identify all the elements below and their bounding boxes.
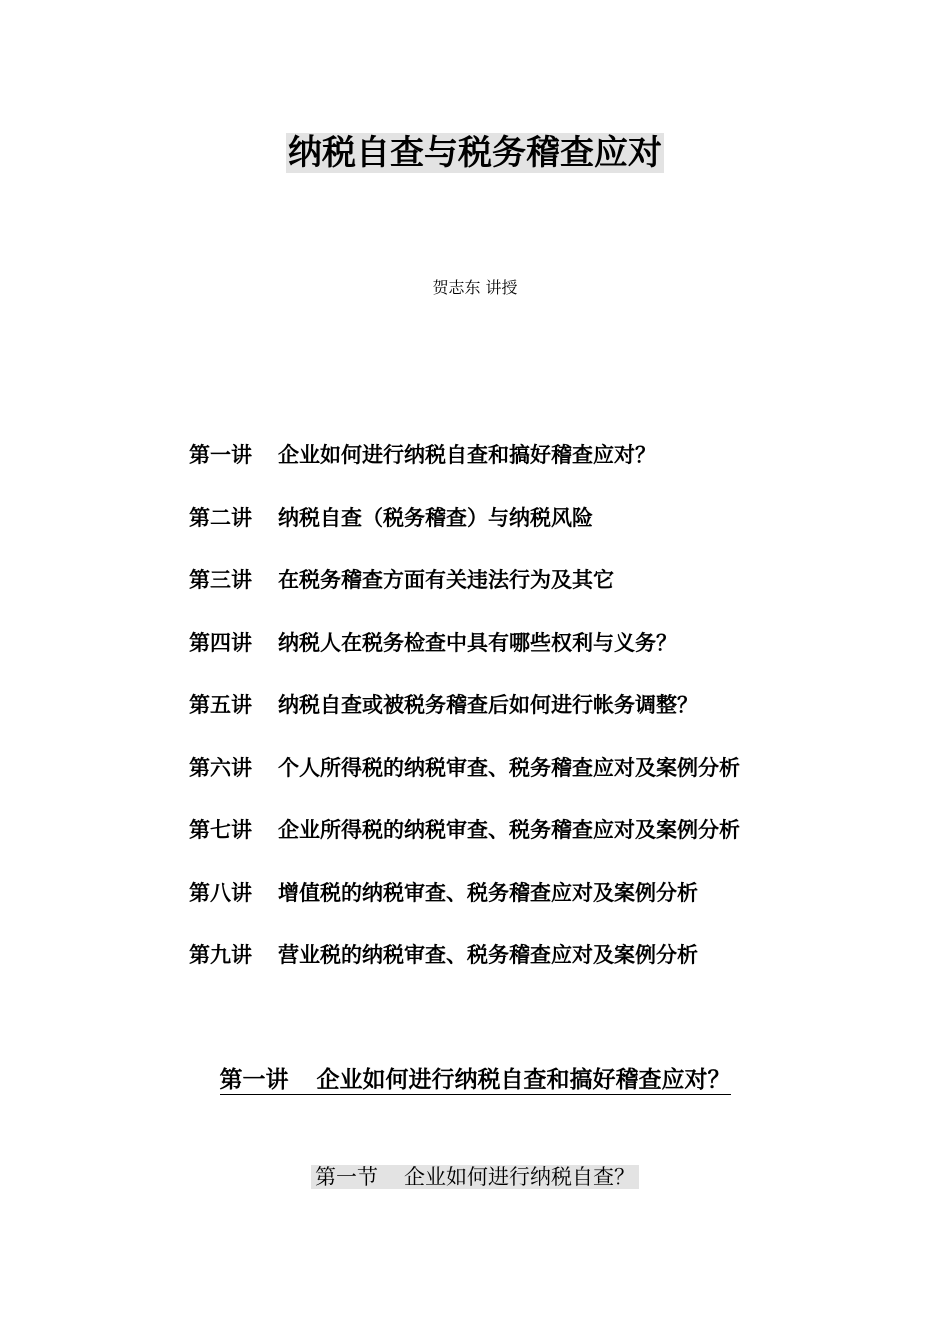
toc-item-number: 第二讲 — [189, 505, 252, 530]
table-of-contents — [189, 440, 740, 1003]
toc-item-number: 第七讲 — [189, 818, 252, 842]
subsection-heading-number: 第一节 — [315, 1165, 378, 1189]
toc-item-text: 在税务稽查方面有关违法行为及其它 — [278, 568, 614, 592]
author-line: 贺志东 讲授 — [432, 278, 518, 297]
subsection-heading-highlighted — [311, 1165, 639, 1189]
toc-item-text: 纳税自查（税务稽查）与纳税风险 — [278, 505, 593, 530]
section-heading-number: 第一讲 — [219, 1067, 289, 1093]
subsection-heading-text: 企业如何进行纳税自查？ — [404, 1165, 635, 1189]
section-heading-underlined — [220, 1067, 731, 1095]
toc-item — [189, 940, 740, 1003]
section-heading-text: 企业如何进行纳税自查和搞好稽查应对？ — [316, 1067, 731, 1093]
toc-item-number: 第六讲 — [189, 755, 252, 780]
toc-item-text: 增值税的纳税审查、税务稽查应对及案例分析 — [278, 880, 698, 905]
toc-item — [189, 503, 740, 566]
section-heading — [0, 1062, 950, 1098]
toc-item-number: 第八讲 — [189, 880, 252, 905]
toc-item-text: 个人所得税的纳税审查、税务稽查应对及案例分析 — [278, 755, 740, 780]
toc-item-number: 第九讲 — [189, 943, 252, 967]
toc-item-number: 第五讲 — [189, 693, 252, 717]
toc-item — [189, 753, 740, 816]
toc-item-number: 第一讲 — [189, 443, 252, 467]
toc-item-text: 企业如何进行纳税自查和搞好稽查应对？ — [278, 443, 656, 467]
document-title-text: 纳税自查与税务稽查应对 — [288, 133, 662, 173]
toc-item-text: 营业税的纳税审查、税务稽查应对及案例分析 — [278, 943, 698, 967]
toc-item — [189, 440, 740, 503]
toc-item — [189, 815, 740, 878]
toc-item-text: 纳税人在税务检查中具有哪些权利与义务？ — [278, 630, 677, 655]
toc-item-number: 第三讲 — [189, 568, 252, 592]
toc-item-text: 纳税自查或被税务稽查后如何进行帐务调整？ — [278, 693, 698, 717]
toc-item-text: 企业所得税的纳税审查、税务稽查应对及案例分析 — [278, 818, 740, 842]
toc-item — [189, 878, 740, 941]
toc-item-number: 第四讲 — [189, 630, 252, 655]
toc-item — [189, 628, 740, 691]
toc-item — [189, 690, 740, 753]
subsection-heading — [0, 1160, 950, 1194]
document-title — [0, 126, 950, 180]
toc-item — [189, 565, 740, 628]
